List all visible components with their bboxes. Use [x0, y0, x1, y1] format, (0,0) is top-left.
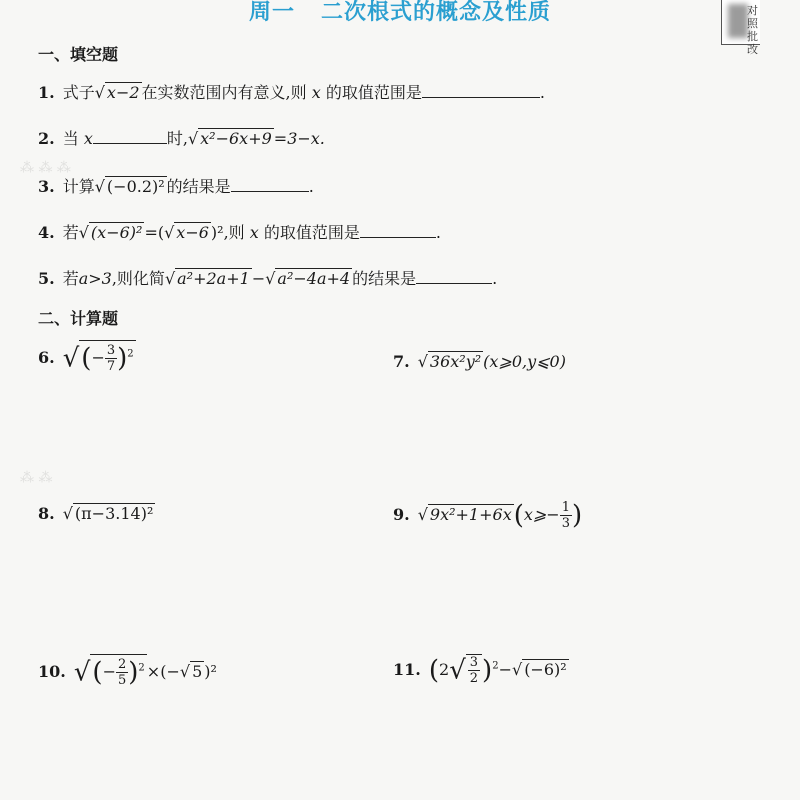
q5-text: 若	[62, 269, 79, 288]
answer-blank[interactable]	[416, 269, 492, 284]
fraction: $\frac{3}{2}$	[469, 655, 479, 686]
question-number: 3.	[38, 177, 55, 196]
radical: √ x−6	[164, 223, 209, 242]
bleed-text: ⁂ ⁂	[20, 470, 53, 486]
answer-blank[interactable]	[93, 129, 167, 144]
variable: x	[311, 83, 321, 102]
question-number: 1.	[38, 83, 55, 102]
question-1	[38, 80, 545, 103]
sign: −	[102, 662, 116, 681]
radical: √ 9x²+1+6x	[417, 505, 512, 524]
question-11: 11. (2√ $\frac{3}{2}$ )$^2$−√ (−6)²	[393, 655, 567, 686]
q5-text2: ,则化简	[111, 269, 165, 288]
section-calc-heading: 二、计算题	[38, 309, 119, 328]
radicand: a²−4a+4	[277, 269, 351, 288]
fraction: $\frac{3}{7}$	[106, 343, 116, 374]
radical: √ $\frac{3}{2}$	[449, 654, 482, 686]
q1-text2: 在实数范围内有意义,则	[141, 83, 307, 102]
q5-cond: a>3	[78, 269, 112, 288]
coefficient: 2	[439, 660, 450, 679]
power: 2	[492, 660, 499, 672]
answer-blank[interactable]	[360, 223, 436, 238]
q3-text2: 的结果是	[166, 177, 231, 196]
question-number: 7.	[393, 352, 410, 371]
radical: √ a²+2a+1	[164, 269, 250, 288]
section-fill-heading: 一、填空题	[38, 45, 119, 64]
title-week: 周一	[248, 0, 295, 25]
fraction: $\frac{2}{5}$	[117, 657, 127, 688]
radicand: (−6)²	[524, 660, 567, 679]
radical: √(− $\frac{3}{7}$ )$^2$	[63, 340, 136, 374]
variable: x	[83, 129, 93, 148]
radical: √ a²−4a+4	[265, 269, 351, 288]
question-2	[38, 126, 325, 149]
answer-blank[interactable]	[231, 177, 309, 192]
corner-tab	[721, 0, 760, 56]
radical: √ 5	[179, 662, 203, 681]
q1-text: 式子	[62, 83, 95, 102]
page-title	[0, 0, 800, 26]
q1-end: .	[539, 83, 545, 102]
radicand: 5	[192, 662, 203, 681]
radical: √ 36x²y²	[417, 352, 482, 371]
sign: −	[91, 348, 105, 367]
question-number: 10.	[38, 662, 66, 681]
question-4	[38, 220, 441, 243]
q4-text: 若	[62, 223, 79, 242]
answer-blank[interactable]	[422, 83, 540, 98]
radical: √ (−0.2)²	[94, 177, 165, 196]
radicand: 9x²+1+6x	[429, 505, 512, 524]
condition: (x⩾0,y⩽0)	[483, 352, 566, 371]
radicand: a²+2a+1	[177, 269, 250, 288]
bleed-text: ⁂ ⁂ ⁂	[20, 160, 71, 176]
q3-text: 计算	[62, 177, 95, 196]
q5-end: .	[492, 269, 498, 288]
q2-text2: 时,	[166, 129, 188, 148]
radicand: (π−3.14)²	[74, 504, 154, 523]
q4-end: .	[435, 223, 441, 242]
radical: √ (x−6)²	[78, 223, 143, 242]
question-6	[38, 340, 136, 374]
question-number: 11.	[393, 660, 421, 679]
question-8	[38, 504, 155, 523]
radicand: (x−6)²	[90, 223, 143, 242]
blurred-stamp	[728, 4, 748, 38]
radicand: x−2	[106, 83, 140, 102]
radicand: x−6	[176, 223, 209, 242]
question-9: 9. √ 9x²+1+6x(x⩾− $\frac{1}{3}$ )	[393, 500, 583, 531]
radicand: x²−6x+9	[200, 129, 272, 148]
condition: x⩾−	[523, 505, 560, 524]
power: 2	[127, 348, 134, 360]
close: )²	[204, 662, 217, 681]
variable: x	[249, 223, 259, 242]
q4-close: )²	[210, 223, 224, 242]
question-5	[38, 266, 497, 289]
radicand: (−0.2)²	[106, 177, 165, 196]
radical: √ x²−6x+9	[187, 129, 272, 148]
q4-eq: =(	[144, 223, 165, 242]
question-number: 5.	[38, 269, 55, 288]
radicand: 36x²y²	[429, 352, 482, 371]
radical: √ (−6)²	[511, 660, 567, 679]
fraction: $\frac{1}{3}$	[561, 500, 570, 531]
q4-text3: 的取值范围是	[263, 223, 360, 242]
q5-minus: −	[251, 269, 266, 288]
title-topic: 二次根式的概念及性质	[321, 0, 552, 25]
times: ×(−	[146, 662, 180, 681]
minus: −	[498, 660, 512, 679]
corner-label: 对照批改	[747, 4, 758, 56]
radical: √(− $\frac{2}{5}$ )$^2$	[74, 654, 147, 688]
q2-text: 当	[62, 129, 79, 148]
q5-text3: 的结果是	[352, 269, 417, 288]
q2-rhs: =3−x.	[273, 129, 325, 148]
question-number: 8.	[38, 504, 55, 523]
power: 2	[138, 662, 145, 674]
question-3	[38, 174, 314, 197]
question-7	[393, 352, 566, 371]
question-number: 2.	[38, 129, 55, 148]
question-number: 6.	[38, 348, 55, 367]
radical: √ x−2	[94, 83, 140, 102]
question-number: 9.	[393, 505, 410, 524]
radical: √ (π−3.14)²	[62, 504, 154, 523]
question-10	[38, 654, 217, 688]
q4-text2: ,则	[223, 223, 245, 242]
question-number: 4.	[38, 223, 55, 242]
q1-text3: 的取值范围是	[325, 83, 422, 102]
q3-end: .	[308, 177, 314, 196]
